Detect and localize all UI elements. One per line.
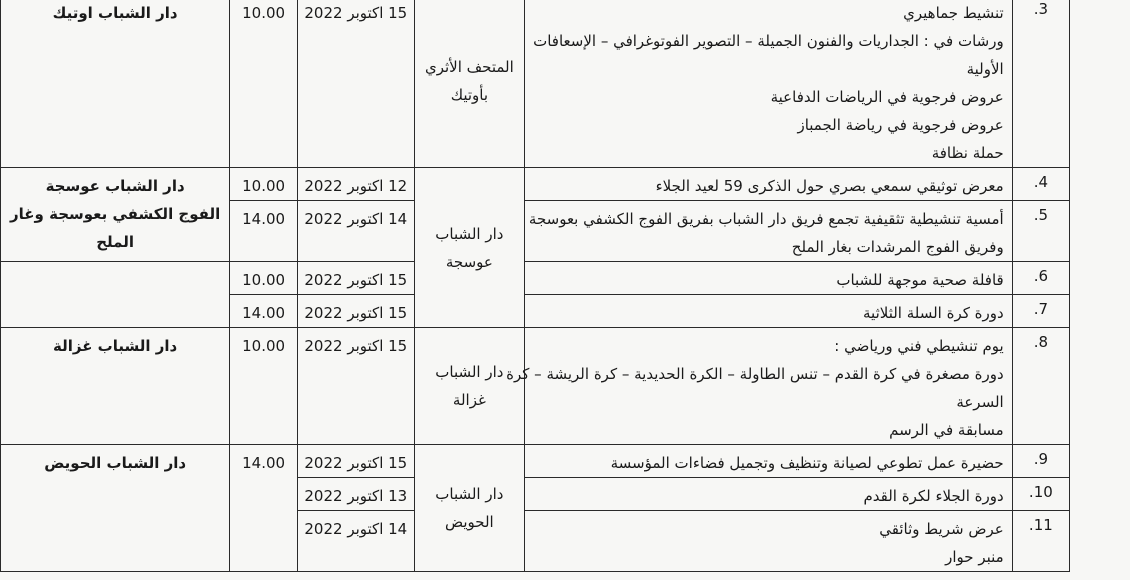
institution-line: المتحف الأثري [424,58,514,76]
row-number: 5. [1012,201,1069,262]
row-number: 8. [1012,328,1069,445]
institution-cell [414,0,524,168]
row-number: 10. [1012,478,1069,511]
table-row [1,328,1070,445]
table-row [1,445,1070,478]
responsible-cell-empty [1,262,230,328]
date-cell: 13 اكتوبر 2022 [297,478,414,511]
institution-line: دار الشباب [435,485,504,503]
activity-line: عروض فرجوية في الرياضات الدفاعية [770,88,1004,106]
table-row [1,262,1070,295]
activity-line: عرض شريط وثائقي [879,520,1004,538]
row-number: 11. [1012,511,1069,572]
institution-cell [414,445,524,572]
responsible-cell [1,168,230,262]
date-cell: 12 اكتوبر 2022 [297,168,414,201]
time-cell: 14.00 [230,201,298,262]
institution-line: دار الشباب [435,363,504,381]
responsible-line: دار الشباب الحويض [44,454,187,472]
date-cell: 15 اكتوبر 2022 [297,328,414,445]
activity-cell [525,478,1013,511]
activity-line: قافلة صحية موجهة للشباب [836,271,1004,289]
row-number: 4. [1012,168,1069,201]
activity-line: دورة الجلاء لكرة القدم [863,487,1004,505]
time-cell: 10.00 [230,0,298,168]
activity-line: السرعة [956,393,1004,411]
row-number: 3. [1012,0,1069,168]
activity-line: أمسية تنشيطية تثقيفية تجمع فريق دار الشباب بفريق الفوج الكشفي بعوسجة [528,210,1004,228]
activity-cell [506,328,1013,445]
activity-cell [525,511,1013,572]
activity-cell [525,0,1013,168]
responsible-cell [1,328,230,445]
institution-line: غزالة [452,391,486,409]
activity-line: ورشات في : الجداريات والفنون الجميلة – التصوير الفوتوغرافي – الإسعافات [533,32,1004,50]
table-row [1,168,1070,201]
row-number: 6. [1012,262,1069,295]
activity-cell [525,201,1013,262]
activity-line: دورة كرة السلة الثلاثية [863,304,1004,322]
row-number: 9. [1012,445,1069,478]
responsible-cell [1,0,230,168]
institution-line: الحويض [445,513,494,531]
activity-line: تنشيط جماهيري [903,4,1004,22]
activity-line: يوم تنشيطي فني ورياضي : [834,337,1004,355]
date-cell: 15 اكتوبر 2022 [297,262,414,295]
activity-line: الأولية [966,60,1004,78]
activity-cell [525,445,1013,478]
activity-line: حملة نظافة [931,144,1004,162]
time-cell: 14.00 [230,295,298,328]
institution-line: بأوتيك [450,86,489,104]
activity-line: مسابقة في الرسم [889,421,1004,439]
responsible-line: دار الشباب اوتيك [52,4,178,22]
institution-cell [414,168,524,328]
time-cell: 10.00 [230,168,298,201]
activity-line: دورة مصغرة في كرة القدم – تنس الطاولة – الكرة الحديدية – كرة الريشة – كرة [506,365,1004,383]
date-cell: 14 اكتوبر 2022 [297,201,414,262]
time-cell: 14.00 [230,445,298,572]
responsible-line: الفوج الكشفي بعوسجة وغار [10,205,221,223]
activity-line: منبر حوار [945,548,1004,566]
time-cell: 10.00 [230,328,298,445]
activity-line: حضيرة عمل تطوعي لصيانة وتنظيف وتجميل فضاءات المؤسسة [610,454,1004,472]
institution-line: دار الشباب [435,224,504,243]
responsible-line: الملح [96,233,134,251]
date-cell: 15 اكتوبر 2022 [297,0,414,168]
date-cell: 14 اكتوبر 2022 [297,511,414,572]
responsible-line: دار الشباب عوسجة [45,177,185,195]
table-row [1,0,1070,168]
activity-line: عروض فرجوية في رياضة الجمباز [797,116,1004,134]
activity-cell [525,168,1013,201]
responsible-cell [1,445,230,572]
activity-cell [525,262,1013,295]
responsible-line: دار الشباب غزالة [53,337,178,355]
institution-line: عوسجة [445,252,493,271]
activity-line: وفريق الفوج المرشدات بغار الملح [791,238,1004,256]
activity-cell [525,295,1013,328]
date-cell: 15 اكتوبر 2022 [297,445,414,478]
date-cell: 15 اكتوبر 2022 [297,295,414,328]
activity-line: معرض توثيقي سمعي بصري حول الذكرى 59 لعيد الجلاء [655,177,1004,195]
row-number: 7. [1012,295,1069,328]
time-cell: 10.00 [230,262,298,295]
